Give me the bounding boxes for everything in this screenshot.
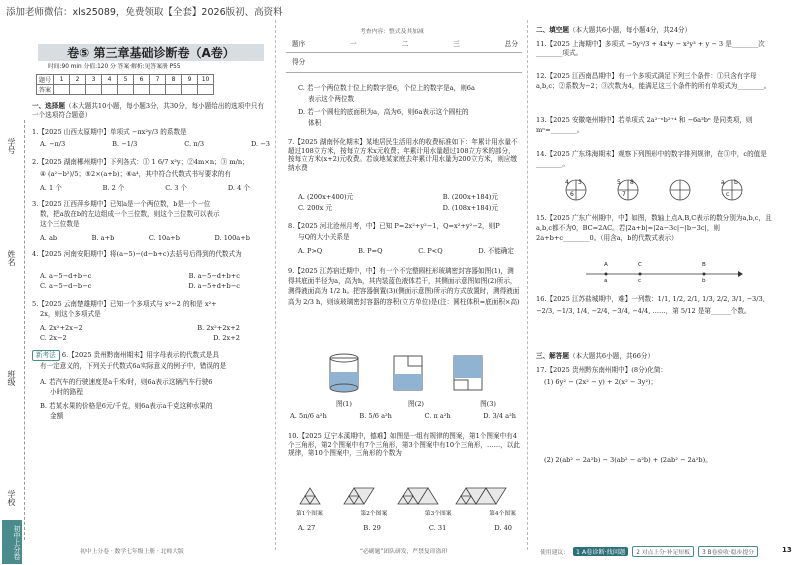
q10-figure-labels [296, 511, 516, 519]
option[interactable]: B. (200x+184)元 [442, 193, 498, 201]
q6-option-a[interactable]: A. 若汽车的行驶速度是a千米/时，则6a表示这辆汽车行驶6 [40, 378, 213, 386]
q17-part-2-answer-space[interactable] [540, 468, 772, 528]
question-2: 2.【2025 湖南郴州期中】下列各式：① 1 6/7 x²y；②4m×n；③ m/n； [32, 158, 249, 166]
column-divider [527, 20, 528, 550]
option[interactable]: C. π a²h [424, 412, 451, 420]
q6-option-a-cont: 小时的路程 [50, 388, 83, 396]
question-7: 7.【2025 湖南怀化期末】某地居民生活用水的收费标准如下：年累计用水量不超过108立方米，按每立方米x元收费；年累计用水量超过108立方米的部分，按每立方米(x+2)元收费。若该地某家庭去年累计用水量为200立方米，则应缴纳水费 [288, 138, 518, 173]
section-1-header [32, 102, 270, 119]
new-method-badge: 新考法 [32, 350, 60, 361]
option[interactable]: B. 2x²+2x+2 [197, 324, 240, 332]
q9-figures [324, 352, 494, 398]
q14-num: 4 [565, 179, 569, 186]
option[interactable]: D. 4 个 [227, 184, 250, 192]
question-8-cont: 与Q的大小关系是 [298, 233, 350, 241]
figure-label: 第1个图案 [296, 511, 323, 517]
series-badge: 初中上分卷 [2, 520, 22, 564]
cylinder-figure [330, 354, 358, 392]
column-divider [275, 20, 276, 550]
q1-options [40, 140, 270, 149]
score-cell: 总分 [504, 40, 518, 48]
q14-var: a [721, 179, 725, 186]
content-header: 考查内容：整式及其加减 [360, 29, 424, 35]
section-title: 三、解答题 [536, 352, 569, 360]
answer-cell[interactable] [198, 85, 214, 95]
q5-options-row1 [40, 324, 240, 333]
middle-footer: “必刷题”团队研发，严禁复印盗印 [360, 549, 448, 555]
point-a-label: A [604, 262, 608, 268]
paper-title: 卷⑤ 第三章基础诊断卷（A卷） [38, 44, 264, 61]
grid-row-answers [37, 85, 214, 95]
q4-options-row2 [40, 282, 240, 291]
question-13: 13.【2025 安徽亳州期中】若单项式 2a²⁻ⁿb²⁺⁴ 和 −6a³bⁿ 是同类项，则 mⁿ=________。 [536, 116, 753, 134]
option[interactable]: C. 2x−2 [40, 334, 67, 342]
q6-option-b[interactable]: B. 若某水果的价格是6元/千克，则6a表示a千克这种水果的 [40, 402, 213, 410]
answer-grid [36, 74, 214, 95]
option[interactable]: B. a+b [91, 234, 115, 242]
pattern-4 [456, 488, 506, 504]
option[interactable]: A. 27 [298, 524, 316, 532]
grid-cell: 10 [198, 75, 214, 85]
option[interactable]: C. P<Q [418, 247, 443, 255]
point-b-label: B [702, 262, 706, 268]
q14-var: b [734, 179, 738, 186]
q6-option-d-cont: 体积 [308, 119, 322, 127]
circle-figure-4 [722, 180, 742, 200]
option[interactable]: A. a−5−d+b−c [40, 272, 92, 280]
answer-cell[interactable] [166, 85, 182, 95]
score-cell: 题序 [292, 40, 306, 48]
q9-figure-labels [336, 400, 496, 409]
q15-number-line [584, 262, 744, 286]
q14-num: 6 [570, 191, 574, 198]
option[interactable]: C. a−5−d−b−c [40, 282, 92, 290]
answer-cell[interactable] [150, 85, 166, 95]
option[interactable]: A. ab [40, 234, 58, 242]
option[interactable]: C. 3 个 [165, 184, 188, 192]
question-5: 5.【2025 云南楚雄期中】已知一个多项式与 x²−2 的和是 x²+ [32, 300, 217, 308]
score-rule [286, 52, 522, 53]
option[interactable]: A. 5π/6 a²h [290, 412, 327, 420]
question-6-text: 6.【2025 贵州黔南州期末】用字母表示的代数式是具 [61, 351, 219, 359]
q6-option-b-cont: 金额 [50, 412, 64, 420]
question-10: 10.【2025 辽宁本溪期中，德难】如图是一组有规律的图案，第1个图案中有4个三角形，第2个图案中有7个三角形，第3个图案中有10个三角形，……，以此规律，第10个图案中，三角形的个数为 [288, 432, 520, 458]
question-16: 16.【2025 江苏盐城期中，难】一列数：1/1, 1/2, 2/1, 1/3, 2/2, 3/1, −3/3, −2/3, −1/3, 1/4, −2/4, −3/4, −4/4, ……，第 5/12 是第______个数。 [536, 295, 765, 315]
answer-cell[interactable] [86, 85, 102, 95]
usage-label: 使用建议： [540, 550, 569, 556]
q6-option-d[interactable]: D. 若一个圆柱的底面积为a，高为6，则6a表示这个圆柱的 [298, 108, 469, 116]
value-c-label: c [638, 278, 642, 284]
pattern-3 [398, 488, 438, 504]
grid-cell: 2 [70, 75, 86, 85]
question-1: 1.【2025 山西太原期中】单项式 −πx²y/3 的系数是 [32, 128, 187, 136]
grid-cell: 4 [102, 75, 118, 85]
grid-cell: 1 [54, 75, 70, 85]
grid-cell: 5 [118, 75, 134, 85]
answer-cell[interactable] [182, 85, 198, 95]
paper-meta: 时间:90 min 分值:120 分 答案·解析:见答案册 P55 [48, 64, 181, 70]
q6-option-c[interactable]: C. 若一个两位数十位上的数字是6，个位上的数字是a，则6a [298, 84, 475, 92]
question-6-cont: 有一定意义的，下列关于代数式6a实际意义的例子中，错误的是 [40, 362, 227, 370]
grid-cell: 答案 [37, 85, 54, 95]
point-c-label: C [638, 262, 642, 268]
grid-cell: 6 [134, 75, 150, 85]
strip-label-name: 姓名 [7, 250, 16, 266]
binding-strip [0, 120, 25, 540]
question-6 [32, 350, 219, 361]
grid-cell: 9 [182, 75, 198, 85]
answer-cell[interactable] [54, 85, 70, 95]
score-cell: 一 [350, 40, 357, 48]
grid-cell: 3 [86, 75, 102, 85]
option[interactable]: B. P=Q [358, 247, 383, 255]
option[interactable]: D. −3 [251, 140, 270, 148]
question-12: 12.【2025 江西南昌期中】有一个多项式满足下列三个条件：①只含有字母a,b,c；②系数为−2；③次数为4，能满足这三个条件的所有单项式为________。 [536, 72, 771, 90]
circle-figure-1 [566, 180, 586, 200]
q9-options [290, 412, 516, 421]
grid-row-numbers [37, 75, 214, 85]
q14-circle-figures [562, 178, 762, 202]
q17-part-1: (1) 6y² − (2x² − y) + 2(x² − 3y²)； [544, 378, 658, 386]
option[interactable]: D. 100a+b [214, 234, 250, 242]
score-cell: 二 [401, 40, 409, 48]
option[interactable]: C. π/3 [184, 140, 205, 148]
score-header [292, 40, 518, 49]
figure-label: 第2个图案 [360, 511, 388, 517]
section-rule: （本大题共6小题，共66分） [568, 352, 655, 360]
q14-num: 8 [630, 179, 634, 186]
option[interactable]: D. 2x+2 [213, 334, 240, 342]
q7-options-row1 [298, 193, 498, 202]
usage-step-3: 3 B卷验收·稳步提分 [698, 546, 758, 557]
question-8: 8.【2025 河北沧州月考，中】已知 P=2x²+y²−1，Q=x²+y²−2，则P [288, 222, 500, 230]
option[interactable]: A. (200x+400)元 [298, 193, 354, 201]
score-row: 得分 [292, 58, 306, 66]
option[interactable]: A. −π/3 [40, 140, 66, 148]
question-3-cont2: 这个三位数是 [40, 220, 80, 228]
circle-figure-2 [618, 180, 638, 200]
question-17: 17.【2025 贵州黔东南州期中】(8分)化简： [536, 366, 668, 374]
figure-label: 图(3) [480, 400, 496, 408]
left-footer: 初中上分卷 · 数学七年级上册 · 北师大版 [80, 549, 184, 555]
option[interactable]: A. 1 个 [40, 184, 62, 192]
question-15: 15.【2025 广东广州期中，中】如图，数轴上点A,B,C表示的数分别为a,b,c，且a,b,c都不为0，BC=2AC。若|2a+b|=|2a−3c|−|b−3c|，则2a+b+c________0。（用含a，b的代数式表示） [536, 214, 772, 242]
value-b-label: b [702, 278, 706, 284]
pattern-1 [300, 488, 320, 504]
q3-options [40, 234, 250, 243]
top-note: 添加老师微信：xls25089，免费领取【全套】2026版初、高资料 [6, 7, 283, 18]
q2-options [40, 184, 250, 193]
usage-step-1: 1 A卷诊断·找问题 [573, 547, 628, 556]
value-a-label: a [604, 278, 608, 284]
section-rule: （本大题共6小题，每小题4分，共24分） [568, 26, 692, 34]
option[interactable]: D. (108x+184)元 [442, 204, 498, 212]
q5-options-row2 [40, 334, 240, 343]
question-3-cont: 数，把a放在b的左边组成一个三位数，则这个三位数可以表示 [40, 210, 220, 218]
option[interactable]: B. 29 [363, 524, 381, 532]
option[interactable]: D. a−5+d+b−c [188, 282, 240, 290]
question-4: 4.【2025 河南安阳期中】将(a−5)−(d−b+c)去括号后得到的代数式为 [32, 250, 242, 258]
answer-cell[interactable] [118, 85, 134, 95]
option[interactable]: A. P>Q [298, 247, 323, 255]
q8-options [298, 247, 514, 256]
option[interactable]: A. 2x²+2x−2 [40, 324, 83, 332]
figure-label: 图(1) [336, 400, 352, 408]
side-view-figure [394, 356, 422, 390]
question-14: 14.【2025 广东珠海期末】观察下列图形中的数字排列规律，在③中，c的值是________。 [536, 150, 767, 168]
answer-cell[interactable] [102, 85, 118, 95]
figure-label: 第4个图案 [489, 511, 516, 517]
option[interactable]: B. 5/6 a²h [359, 412, 392, 420]
figure-label: 图(2) [408, 400, 424, 408]
score-rule [286, 72, 522, 73]
section-2-header [536, 26, 691, 35]
q4-options-row1 [40, 272, 240, 281]
usage-step-2: 2 对点上分·补足短板 [632, 546, 694, 557]
option[interactable]: B. 2 个 [102, 184, 125, 192]
strip-label-id: 学号 [7, 138, 16, 154]
option[interactable]: D. 3/4 a²h [483, 412, 516, 420]
section-3-header [536, 352, 654, 361]
option[interactable]: C. 200x 元 [298, 204, 332, 212]
option[interactable]: C. 10a+b [148, 234, 180, 242]
option[interactable]: C. 31 [428, 524, 447, 532]
section-rule: （本大题共10小题，每小题3分，共30分，每小题给出的选项中只有一个选项符合题意） [32, 102, 264, 119]
option[interactable]: B. a−5−d+b+c [188, 272, 240, 280]
grid-cell: 7 [150, 75, 166, 85]
answer-cell[interactable] [134, 85, 150, 95]
section-title: 二、填空题 [536, 26, 569, 34]
question-5-cont: 2x，则这个多项式是 [40, 310, 101, 318]
option[interactable]: D. 不能确定 [478, 247, 514, 255]
q6-option-c-cont: 表示这个两位数 [308, 95, 355, 103]
question-11: 11.【2025 上海期中】多项式 −5y²/3 + 4x⁴y − x²y³ + y − 3 是________次________项式。 [536, 40, 765, 57]
question-2-cont: ④ (a²−b²)/5；⑤2×(a+b)；⑥a⁴，其中符合代数式书写要求的有 [40, 170, 231, 178]
option[interactable]: B. −1/3 [112, 140, 138, 148]
q14-num: 3 [578, 179, 582, 186]
q10-options [298, 524, 512, 533]
q14-num: 7 [622, 191, 626, 198]
question-9: 9.【2025 江苏宿迁期中，中】有一个不完整圆柱形玻璃密封容器如图(1)，测得其底面半径为a，高为h，其内装蓝色液体若干，其侧面示意图如图(2)所示，测得液面高为 1/2 h。把容器倒置(3)(侧面示意图)所示的方式放置时，测得液面高为 2/3 h，则该玻璃密封容器的容积(立方单位)是(注：圆柱体积=底面积×高) [288, 267, 520, 306]
q17-part-1-answer-space[interactable] [540, 390, 772, 450]
pattern-2 [344, 488, 374, 504]
page-number: 13 [782, 546, 792, 554]
strip-label-class: 班级 [7, 370, 16, 386]
q10-triangle-patterns [296, 484, 516, 510]
section-title: 一、选择题 [32, 102, 65, 110]
usage-suggestion [540, 546, 758, 557]
q17-part-2: (2) 2(ab² − 2a²b) − 3(ab² − a²b) + (2ab² − 2a²b)。 [544, 456, 712, 464]
option[interactable]: D. 40 [494, 524, 512, 532]
strip-label-school: 学校 [7, 490, 16, 506]
score-cell: 三 [453, 40, 460, 48]
answer-cell[interactable] [70, 85, 86, 95]
question-3: 3.【2025 江西萍乡期中】已知a是一个两位数，b是一个一位 [32, 200, 211, 208]
grid-cell: 题号 [37, 75, 54, 85]
q14-num: 5 [617, 179, 621, 186]
q14-var: c [726, 191, 730, 198]
q7-options-row2 [298, 204, 498, 213]
grid-cell: 8 [166, 75, 182, 85]
circle-figure-3 [670, 180, 690, 200]
figure-label: 第3个图案 [424, 511, 452, 517]
inverted-view-figure [454, 356, 482, 390]
